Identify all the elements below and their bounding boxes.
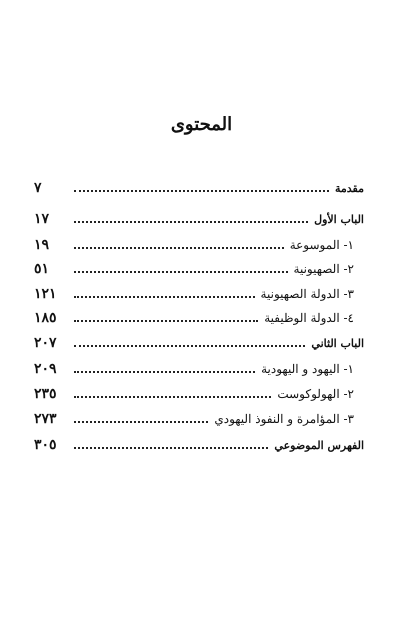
page-title: المحتوى: [170, 114, 233, 135]
toc-page-number: ٢٣٥: [34, 386, 57, 402]
toc-page-number: ١٩: [34, 237, 50, 253]
toc-page-number: ٢٧٣: [34, 411, 57, 427]
toc-page-number: ٧: [34, 180, 42, 196]
dot-leader: [74, 221, 308, 223]
toc-page-number: ٣٠٥: [34, 437, 57, 453]
dot-leader: [74, 190, 329, 192]
toc-entry-label: ٢- الصهيونية: [293, 262, 354, 276]
toc-entry-label: ٣- المؤامرة و النفوذ اليهودي: [214, 412, 354, 426]
toc-page-number: ٥١: [34, 261, 50, 277]
toc-entry-encyclopedia: [34, 235, 364, 255]
toc-entry-label: ٢- الهولوكوست: [277, 387, 354, 401]
toc-page-number: ١٨٥: [34, 310, 57, 326]
toc-entry-introduction: [34, 178, 364, 198]
toc-page-number: ١٧: [34, 211, 50, 227]
dot-leader: [74, 447, 268, 449]
toc-entry-jews-judaism: [34, 359, 364, 379]
dot-leader: [74, 345, 305, 347]
dot-leader: [74, 371, 255, 373]
dot-leader: [74, 271, 288, 273]
toc-page-number: ٢٠٧: [34, 335, 57, 351]
dot-leader: [74, 396, 271, 398]
toc-entry-zionist-state: [34, 284, 364, 304]
toc-entry-label: ١- الموسوعة: [289, 238, 354, 252]
toc-entry-label: الباب الأول: [314, 212, 364, 226]
toc-entry-subject-index: [34, 435, 364, 455]
toc-entry-part-two: [34, 333, 364, 353]
dot-leader: [74, 320, 258, 322]
toc-entry-conspiracy: [34, 409, 364, 429]
dot-leader: [74, 421, 208, 423]
toc-entry-functional-state: [34, 308, 364, 328]
toc-entry-label: ١- اليهود و اليهودية: [261, 362, 354, 376]
toc-entry-label: الباب الثاني: [311, 336, 364, 350]
toc-entry-zionism: [34, 259, 364, 279]
toc-page-number: ٢٠٩: [34, 361, 57, 377]
toc-entry-part-one: [34, 209, 364, 229]
dot-leader: [74, 247, 284, 249]
toc-entry-label: الفهرس الموضوعي: [274, 438, 364, 452]
toc-entry-label: ٣- الدولة الصهيونية: [260, 287, 354, 301]
toc-entry-holocaust: [34, 384, 364, 404]
toc-entry-label: مقدمة: [334, 181, 364, 195]
dot-leader: [74, 296, 255, 298]
toc-page-number: ١٢١: [34, 286, 57, 302]
toc-entry-label: ٤- الدولة الوظيفية: [264, 311, 354, 325]
